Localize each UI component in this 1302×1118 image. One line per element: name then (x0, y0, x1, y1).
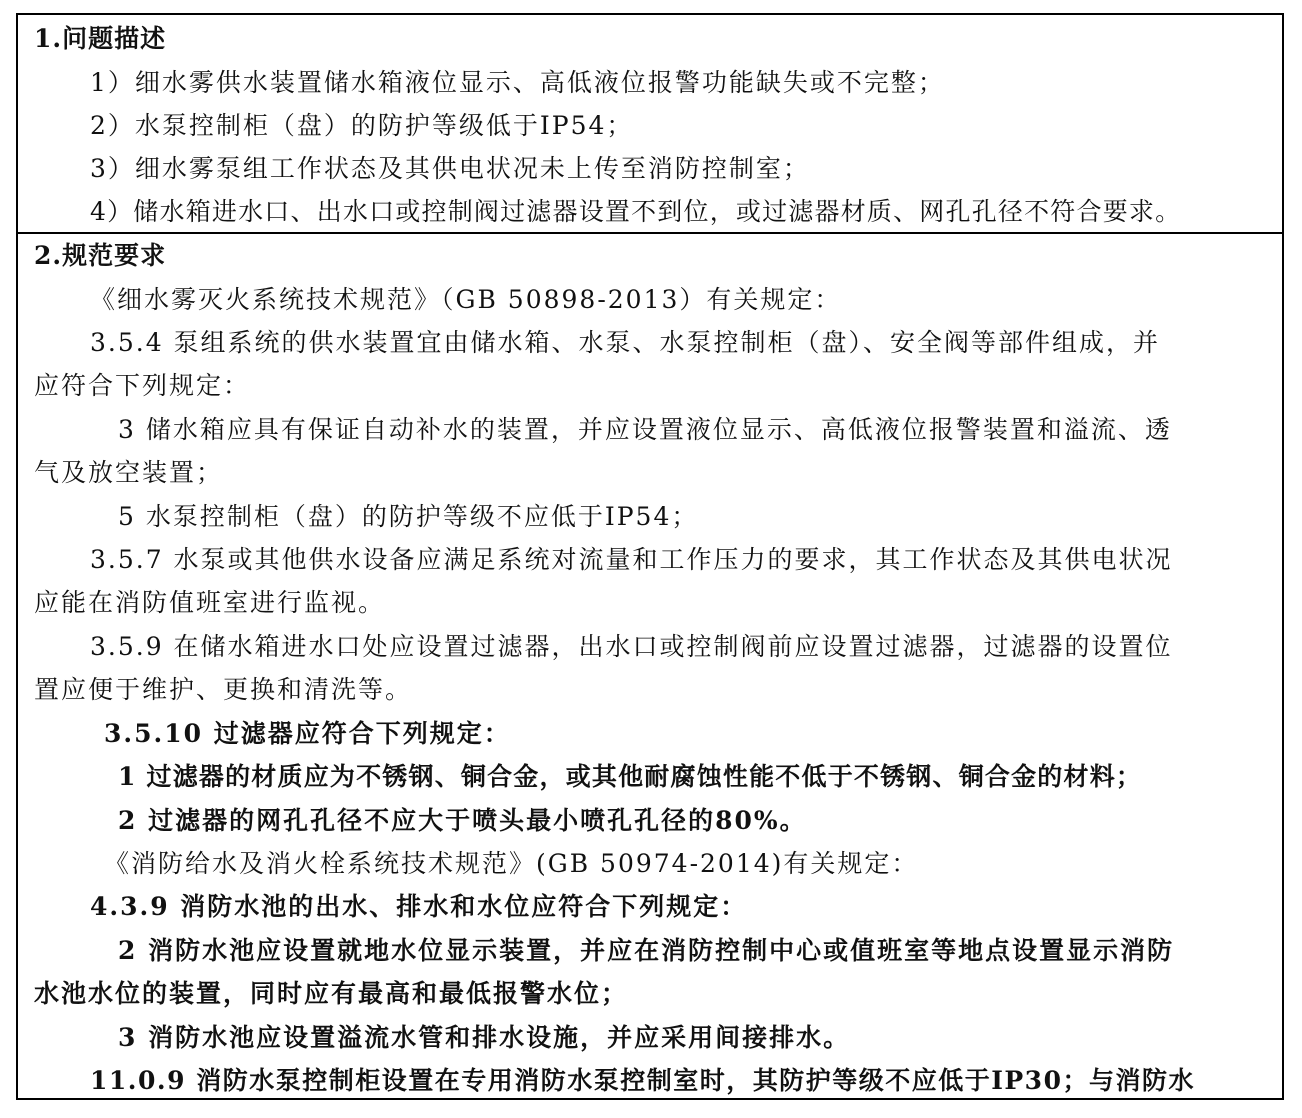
problem-item: 1）细水雾供水装置储水箱液位显示、高低液位报警功能缺失或不完整； (90, 68, 945, 97)
problem-description-cell (18, 15, 1282, 234)
clause-text: 3.5.4 泵组系统的供水装置宜由储水箱、水泵、水泵控制柜（盘）、安全阀等部件组成，并 (90, 328, 1161, 357)
standard-citation: 《消防给水及消火栓系统技术规范》(GB 50974-2014)有关规定： (104, 849, 919, 878)
clause-text-bold: 3.5.10 过滤器应符合下列规定： (104, 719, 511, 748)
problem-item: 3）细水雾泵组工作状态及其供电状况未上传至消防控制室； (90, 154, 810, 183)
clause-text-bold: 2 过滤器的网孔孔径不应大于喷头最小喷孔孔径的80%。 (118, 806, 807, 835)
section-title: 2.规范要求 (34, 241, 167, 270)
clause-text: 3.5.7 水泵或其他供水设备应满足系统对流量和工作压力的要求，其工作状态及其供电状况 (90, 545, 1173, 574)
standard-requirements-cell (18, 234, 1282, 1098)
problem-item: 2）水泵控制柜（盘）的防护等级低于IP54； (90, 111, 634, 140)
clause-text-bold: 1 过滤器的材质应为不锈钢、铜合金，或其他耐腐蚀性能不低于不锈钢、铜合金的材料； (118, 762, 1143, 791)
clause-text: 3 储水箱应具有保证自动补水的装置，并应设置液位显示、高低液位报警装置和溢流、透 (118, 415, 1172, 444)
clause-text: 置应便于维护、更换和清洗等。 (34, 675, 413, 704)
clause-text: 应符合下列规定： (34, 371, 251, 400)
problem-item: 4）储水箱进水口、出水口或控制阀过滤器设置不到位，或过滤器材质、网孔孔径不符合要求。 (90, 197, 1182, 226)
clause-text: 3.5.9 在储水箱进水口处应设置过滤器，出水口或控制阀前应设置过滤器，过滤器的设置位 (90, 632, 1173, 661)
clause-text-bold: 11.0.9 消防水泵控制柜设置在专用消防水泵控制室时，其防护等级不应低于IP30；与消防水 (90, 1066, 1195, 1095)
clause-text-bold: 3 消防水池应设置溢流水管和排水设施，并应采用间接排水。 (118, 1023, 851, 1052)
clause-text-bold: 4.3.9 消防水池的出水、排水和水位应符合下列规定： (90, 892, 748, 921)
clause-text: 气及放空装置； (34, 458, 224, 487)
clause-text-bold: 水池水位的装置，同时应有最高和最低报警水位； (34, 979, 629, 1008)
section-title: 1.问题描述 (34, 24, 167, 53)
standard-citation: 《细水雾灭火系统技术规范》（GB 50898-2013）有关规定： (90, 285, 842, 314)
clause-text-bold: 2 消防水池应设置就地水位显示装置，并应在消防控制中心或值班室等地点设置显示消防 (118, 936, 1175, 965)
content-table (16, 13, 1284, 1100)
clause-text: 5 水泵控制柜（盘）的防护等级不应低于IP54； (118, 502, 699, 531)
clause-text: 应能在消防值班室进行监视。 (34, 588, 386, 617)
